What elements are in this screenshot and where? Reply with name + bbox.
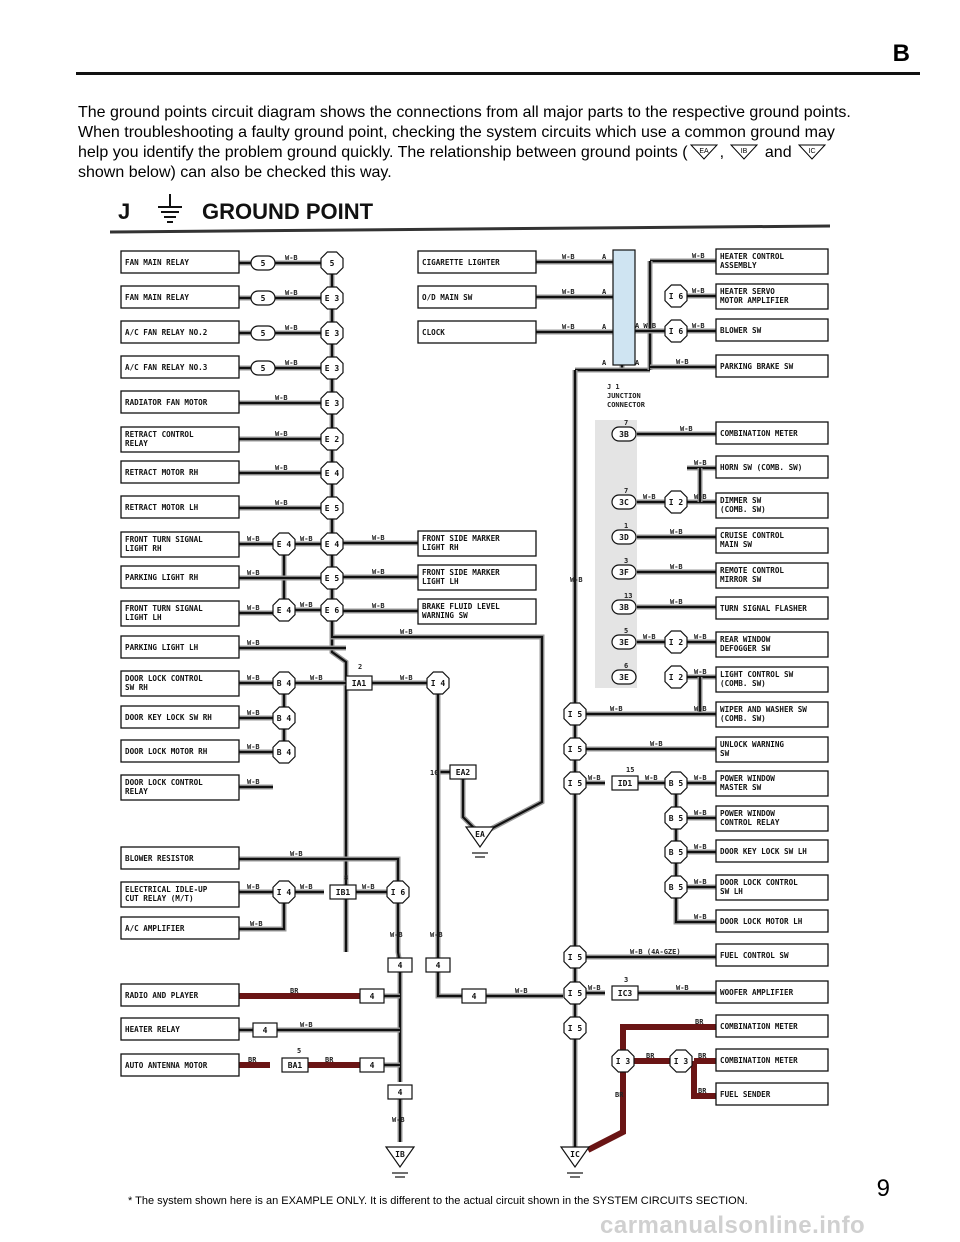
wire-label: W-B — [247, 535, 260, 543]
connector-i3-b-label: I 3 — [673, 1057, 689, 1066]
wire-label: W-B — [247, 569, 260, 577]
left-component-15-text: RELAY — [125, 787, 148, 796]
pin-connector-1-label: 5 — [260, 294, 266, 303]
connector-i6-a-label: I 6 — [668, 292, 684, 301]
connector-6-label: E 4 — [324, 469, 340, 478]
wire-label: W-B — [676, 358, 689, 366]
connector-front-mid-label: E 5 — [324, 574, 340, 583]
lower-left-component-5-text: AUTO ANTENNA MOTOR — [125, 1061, 208, 1070]
left-component-8-text: LIGHT RH — [125, 544, 162, 553]
br-label: BR — [325, 1056, 334, 1064]
wire-label: W-B — [680, 425, 693, 433]
right-component-6-text: (COMB. SW) — [720, 505, 766, 514]
right-component-9-text: TURN SIGNAL FLASHER — [720, 604, 807, 613]
wire-label: W-B — [275, 430, 288, 438]
wire-blower-res — [239, 859, 398, 882]
right-component-23-text: FUEL SENDER — [720, 1090, 771, 1099]
wire-label: W-B — [643, 633, 656, 641]
junction-pin-a: A — [602, 288, 607, 296]
wire-label: W-B — [562, 323, 575, 331]
ground-point-diagram — [110, 192, 840, 1187]
wire-label: W-B — [392, 1116, 405, 1124]
wire-label: W-B — [694, 493, 707, 501]
wire-label: W-B — [694, 668, 707, 676]
wire-label: W-B — [610, 705, 623, 713]
lower-left-component-1-text: ELECTRICAL IDLE-UP — [125, 885, 208, 894]
br-label: BR — [698, 1052, 707, 1060]
connector-3-label: E 3 — [324, 364, 340, 373]
right-component-1-text: MOTOR AMPLIFIER — [720, 296, 789, 305]
connector-i2-b-label: I 2 — [668, 638, 684, 647]
right-component-13-text: SW — [720, 749, 730, 758]
junction-pin-a: A — [602, 323, 607, 331]
wire-label: W-B — [310, 674, 323, 682]
right-component-13-text: UNLOCK WARNING — [720, 740, 785, 749]
right-component-7-text: MAIN SW — [720, 540, 753, 549]
wire-label: W-B — [300, 883, 313, 891]
right-component-6-text: DIMMER SW — [720, 496, 762, 505]
right-component-11-text: (COMB. SW) — [720, 679, 766, 688]
intro-sep-1: , — [719, 144, 729, 161]
right-component-19-text: FUEL CONTROL SW — [720, 951, 789, 960]
wire-label: W-B — [694, 878, 707, 886]
right-component-15-text: CONTROL RELAY — [720, 818, 780, 827]
wire-label: W-B — [515, 987, 528, 995]
right-component-8-text: REMOTE CONTROL — [720, 566, 785, 575]
pin-4-ground-label: 4 — [397, 1088, 403, 1097]
junction-connector-j1 — [595, 250, 637, 688]
pin-4-a-label: 4 — [397, 961, 403, 970]
connector-b5-0-label: B 5 — [668, 779, 684, 788]
pin-connector-0-label: 5 — [260, 259, 266, 268]
left-component-8-text: FRONT TURN SIGNAL — [125, 535, 203, 544]
wire-label: W-B — [247, 674, 260, 682]
diagram-title-letter: J — [118, 199, 131, 224]
junction-name: CONNECTOR — [607, 401, 645, 409]
right-component-4-text: COMBINATION METER — [720, 429, 798, 438]
wire-label: W-B — [372, 534, 385, 542]
wire-label: W-B — [285, 289, 298, 297]
right-component-14-text: MASTER SW — [720, 783, 762, 792]
left-component-5-text: RETRACT CONTROL — [125, 430, 194, 439]
br-label: BR — [290, 987, 299, 995]
inline-num: 3 — [624, 976, 629, 984]
inline-num: 10 — [430, 769, 439, 777]
intro-line-3 — [78, 143, 938, 163]
wire-label: W-B — [570, 576, 583, 584]
intro-paragraph — [78, 103, 938, 183]
wire-label: W-B — [694, 633, 707, 641]
left-component-1-text: FAN MAIN RELAY — [125, 293, 190, 302]
wire-label: W-B — [290, 850, 303, 858]
pin-4-heater-label: 4 — [262, 1026, 268, 1035]
connector-front-lh-label: E 6 — [324, 606, 340, 615]
right-component-10-text: REAR WINDOW — [720, 635, 771, 644]
ground-symbol-icon — [158, 194, 182, 222]
connector-b5-3-label: B 5 — [668, 883, 684, 892]
br-label: BR — [646, 1052, 655, 1060]
wire-label: W-B — [362, 883, 375, 891]
inline-ia1-label: IA1 — [351, 679, 367, 688]
left-component-11-text: PARKING LIGHT LH — [125, 643, 199, 652]
connector-i5-4-label: I 5 — [567, 989, 583, 998]
junction-pin-4-label: 3B — [619, 603, 629, 612]
connector-i2-c-label: I 2 — [668, 673, 684, 682]
wiring — [239, 250, 716, 1150]
title-rule — [110, 226, 830, 232]
wire-label: W-B — [694, 705, 707, 713]
wire-label: W-B — [285, 324, 298, 332]
wire-label: W-B — [692, 322, 705, 330]
wire-label: W-B — [247, 743, 260, 751]
inline-id1-label: ID1 — [617, 779, 633, 788]
intro-line-3-text: help you identify the problem ground quickly. The relationship between ground points ( — [78, 144, 688, 161]
wire-blower-res-shadow — [239, 859, 398, 882]
junction-pin-5-label: 3E — [619, 638, 629, 647]
wire-label: W-B — [670, 563, 683, 571]
connector-door-12-label: B 4 — [276, 679, 292, 688]
connector-i6-low-label: I 6 — [390, 888, 406, 897]
middle-component-0-text: CIGARETTE LIGHTER — [422, 258, 500, 267]
br-label: BR — [615, 1091, 624, 1099]
right-component-3-text: PARKING BRAKE SW — [720, 362, 794, 371]
connector-i3-a-label: I 3 — [615, 1057, 631, 1066]
ground-ic-label: IC — [570, 1150, 580, 1159]
watermark: carmanualsonline.info — [600, 1212, 866, 1239]
connector-5-label: E 2 — [324, 435, 340, 444]
wire-label: W-B — [400, 674, 413, 682]
connector-b5-2-label: B 5 — [668, 848, 684, 857]
junction-pin-a: A — [635, 359, 640, 367]
left-component-2-text: A/C FAN RELAY NO.2 — [125, 328, 208, 337]
pin-connector-3-label: 5 — [260, 364, 266, 373]
inline-ea2-label: EA2 — [455, 768, 471, 777]
connector-7-label: E 5 — [324, 504, 340, 513]
junction-pin-a: A — [602, 253, 607, 261]
wire-label: W-B — [562, 253, 575, 261]
ground-ea-label: EA — [475, 830, 485, 839]
right-component-21-text: COMBINATION METER — [720, 1022, 798, 1031]
wire-label: W-B — [694, 843, 707, 851]
ground-ea-icon — [690, 144, 718, 160]
wire-mid-ground — [332, 622, 542, 652]
left-component-0-text: FAN MAIN RELAY — [125, 258, 190, 267]
wire-label: W-B — [430, 931, 443, 939]
wire-label: W-B — [400, 628, 413, 636]
junction-pin-num: 6 — [624, 662, 629, 670]
diagram-title: GROUND POINT — [202, 199, 374, 224]
wire-label: W-B — [694, 913, 707, 921]
wire-label: W-B — [588, 984, 601, 992]
pin-4-radio-label: 4 — [369, 992, 375, 1001]
wire-label: W-B — [300, 601, 313, 609]
wire-label: W-B — [247, 883, 260, 891]
junction-pin-0-label: 3B — [619, 430, 629, 439]
junction-pin-num: 5 — [624, 627, 629, 635]
wire-label: W-B — [275, 394, 288, 402]
inline-num: 15 — [626, 766, 635, 774]
right-component-20-text: WOOFER AMPLIFIER — [720, 988, 794, 997]
intro-line-2: When troubleshooting a faulty ground point, checking the system circuits which use a common ground may — [78, 124, 835, 141]
ground-ib-label: IB — [395, 1150, 405, 1159]
right-component-17-text: DOOR LOCK CONTROL — [720, 878, 798, 887]
right-component-0-text: ASSEMBLY — [720, 261, 757, 270]
junction-pin-3-label: 3F — [619, 568, 629, 577]
connector-4-label: E 3 — [324, 399, 340, 408]
header-rule — [76, 72, 920, 75]
connector-turn-lh-label: E 4 — [276, 606, 292, 615]
connector-i5-0-label: I 5 — [567, 710, 583, 719]
middle-component-2-text: CLOCK — [422, 328, 445, 337]
middle-component-4-text: LIGHT LH — [422, 577, 459, 586]
left-component-9-text: PARKING LIGHT RH — [125, 573, 199, 582]
connector-door-14-label: B 4 — [276, 748, 292, 757]
left-component-13-text: DOOR KEY LOCK SW RH — [125, 713, 212, 722]
diagram-components — [121, 249, 828, 1177]
wire-label: W-B — [643, 493, 656, 501]
wire-label: W-B — [247, 709, 260, 717]
lower-left-component-1-text: CUT RELAY (M/T) — [125, 894, 194, 903]
right-component-7-text: CRUISE CONTROL — [720, 531, 785, 540]
intro-sep-2: and — [760, 144, 797, 161]
middle-component-5-text: WARNING SW — [422, 611, 468, 620]
junction-pin-num: 7 — [624, 419, 629, 427]
left-component-6-text: RETRACT MOTOR RH — [125, 468, 199, 477]
right-component-2-text: BLOWER SW — [720, 326, 762, 335]
wire-label: W-B — [250, 920, 263, 928]
intro-line-4: shown below) can also be checked this way. — [78, 164, 392, 181]
right-component-5-text: HORN SW (COMB. SW) — [720, 463, 803, 472]
wire-label: W-B — [300, 1021, 313, 1029]
inline-num: 8 — [344, 874, 349, 882]
left-component-4-text: RADIATOR FAN MOTOR — [125, 398, 208, 407]
pin-4-b-label: 4 — [435, 961, 441, 970]
right-component-18-text: DOOR LOCK MOTOR LH — [720, 917, 803, 926]
junction-pin-num: 7 — [624, 487, 629, 495]
middle-component-5-text: BRAKE FLUID LEVEL — [422, 602, 500, 611]
ground-ic-label: IC — [808, 148, 816, 155]
page-number: 9 — [876, 1175, 890, 1202]
inline-num: 5 — [297, 1047, 302, 1055]
connector-2-label: E 3 — [324, 329, 340, 338]
left-component-10-text: LIGHT LH — [125, 613, 162, 622]
inline-num: 2 — [358, 663, 363, 671]
wire-label: W-B — [285, 359, 298, 367]
section-letter: B — [892, 40, 910, 67]
wire-label: W-B — [247, 639, 260, 647]
left-component-14-text: DOOR LOCK MOTOR RH — [125, 747, 208, 756]
connector-i5-2-label: I 5 — [567, 779, 583, 788]
wire-label: W-B — [562, 288, 575, 296]
junction-pin-num: 13 — [624, 592, 633, 600]
lower-left-component-3-text: RADIO AND PLAYER — [125, 991, 199, 1000]
lower-left-component-2-text: A/C AMPLIFIER — [125, 924, 185, 933]
connector-i5-5-label: I 5 — [567, 1024, 583, 1033]
lower-left-component-0-text: BLOWER RESISTOR — [125, 854, 194, 863]
wire-label: A W-B — [635, 322, 657, 330]
left-component-12-text: SW RH — [125, 683, 148, 692]
wire-label: W-B — [588, 774, 601, 782]
pin-4-antenna-label: 4 — [369, 1061, 375, 1070]
right-component-15-text: POWER WINDOW — [720, 809, 775, 818]
wire-label: W-B — [694, 774, 707, 782]
right-component-12-text: (COMB. SW) — [720, 714, 766, 723]
wire-label: W-B — [372, 568, 385, 576]
middle-component-3-text: LIGHT RH — [422, 543, 459, 552]
connector-0-label: 5 — [329, 259, 335, 268]
left-component-7-text: RETRACT MOTOR LH — [125, 503, 199, 512]
ground-ic-icon — [798, 144, 826, 160]
wire-label: W-B — [694, 459, 707, 467]
br-label: BR — [248, 1056, 257, 1064]
left-component-12-text: DOOR LOCK CONTROL — [125, 674, 203, 683]
connector-1-label: E 3 — [324, 294, 340, 303]
wire-to-ib-4 — [438, 972, 462, 996]
wire-label: W-B — [285, 254, 298, 262]
connector-i4-low-label: I 4 — [276, 888, 292, 897]
wire-label: W-B — [670, 528, 683, 536]
connector-i5-3-label: I 5 — [567, 953, 583, 962]
inline-ic3-label: IC3 — [617, 989, 633, 998]
right-component-16-text: DOOR KEY LOCK SW LH — [720, 847, 807, 856]
right-component-10-text: DEFOGGER SW — [720, 644, 771, 653]
right-component-14-text: POWER WINDOW — [720, 774, 775, 783]
right-component-11-text: LIGHT CONTROL SW — [720, 670, 794, 679]
br-label: BR — [695, 1018, 704, 1026]
connector-i6-b-label: I 6 — [668, 327, 684, 336]
connector-front-rh-label: E 4 — [324, 540, 340, 549]
wire-label: W-B — [676, 984, 689, 992]
wire-label: W-B — [670, 598, 683, 606]
ground-ib-label: IB — [741, 148, 748, 155]
wire-label: W-B — [650, 740, 663, 748]
junction-pin-2-label: 3D — [619, 533, 629, 542]
wire-label: W-B — [390, 931, 403, 939]
wire-label: W-B — [694, 809, 707, 817]
inline-ib1-label: IB1 — [335, 888, 351, 897]
wire-brake-ground-shadow — [485, 652, 542, 832]
lower-left-component-4-text: HEATER RELAY — [125, 1025, 180, 1034]
junction-pin-1-label: 3C — [619, 498, 629, 507]
footnote: * The system shown here is an EXAMPLE ONLY. It is different to the actual circuit shown in the SYSTEM CIRCUITS SECTION. — [128, 1195, 748, 1207]
left-component-10-text: FRONT TURN SIGNAL — [125, 604, 203, 613]
junction-pin-a: A — [602, 359, 607, 367]
wire-label: W-B — [275, 464, 288, 472]
wire-label: W-B (4A-GZE) — [630, 948, 681, 956]
junction-name: JUNCTION — [607, 392, 641, 400]
left-component-15-text: DOOR LOCK CONTROL — [125, 778, 203, 787]
connector-i5-1-label: I 5 — [567, 745, 583, 754]
wire-label: W-B — [692, 287, 705, 295]
wire-label: W-B — [247, 604, 260, 612]
wire-label: W-B — [645, 774, 658, 782]
connector-i4-upper-label: I 4 — [430, 679, 446, 688]
right-component-22-text: COMBINATION METER — [720, 1056, 798, 1065]
br-label: BR — [698, 1087, 707, 1095]
inline-ba1-label: BA1 — [287, 1061, 303, 1070]
junction-pin-num: 3 — [624, 557, 629, 565]
br-wire-to-ic — [588, 1072, 623, 1150]
pin-connector-2-label: 5 — [260, 329, 266, 338]
left-component-3-text: A/C FAN RELAY NO.3 — [125, 363, 208, 372]
wire-label: W-B — [300, 535, 313, 543]
wire-label: W-B — [692, 252, 705, 260]
right-component-17-text: SW LH — [720, 887, 743, 896]
right-component-12-text: WIPER AND WASHER SW — [720, 705, 807, 714]
pin-4-c-label: 4 — [471, 992, 477, 1001]
middle-component-3-text: FRONT SIDE MARKER — [422, 534, 500, 543]
ground-ea-label: EA — [698, 148, 709, 155]
wire-label: W-B — [247, 778, 260, 786]
junction-box — [613, 250, 635, 365]
intro-line-1: The ground points circuit diagram shows the connections from all major parts to the respective ground points. — [78, 104, 851, 121]
right-component-0-text: HEATER CONTROL — [720, 252, 785, 261]
connector-turn-rh-label: E 4 — [276, 540, 292, 549]
right-component-1-text: HEATER SERVO — [720, 287, 775, 296]
wire-label: W-B — [275, 499, 288, 507]
connector-b5-1-label: B 5 — [668, 814, 684, 823]
ground-ib-icon — [730, 144, 758, 160]
junction-label: J 1 — [607, 383, 620, 391]
left-component-5-text: RELAY — [125, 439, 148, 448]
wire-to-ib-4-shadow — [438, 972, 462, 996]
junction-pin-num: 1 — [624, 522, 629, 530]
middle-component-1-text: O/D MAIN SW — [422, 293, 473, 302]
connector-i2-a-label: I 2 — [668, 498, 684, 507]
middle-component-4-text: FRONT SIDE MARKER — [422, 568, 500, 577]
junction-pin-6-label: 3E — [619, 673, 629, 682]
wire-label: W-B — [372, 602, 385, 610]
right-component-8-text: MIRROR SW — [720, 575, 762, 584]
connector-door-13-label: B 4 — [276, 714, 292, 723]
